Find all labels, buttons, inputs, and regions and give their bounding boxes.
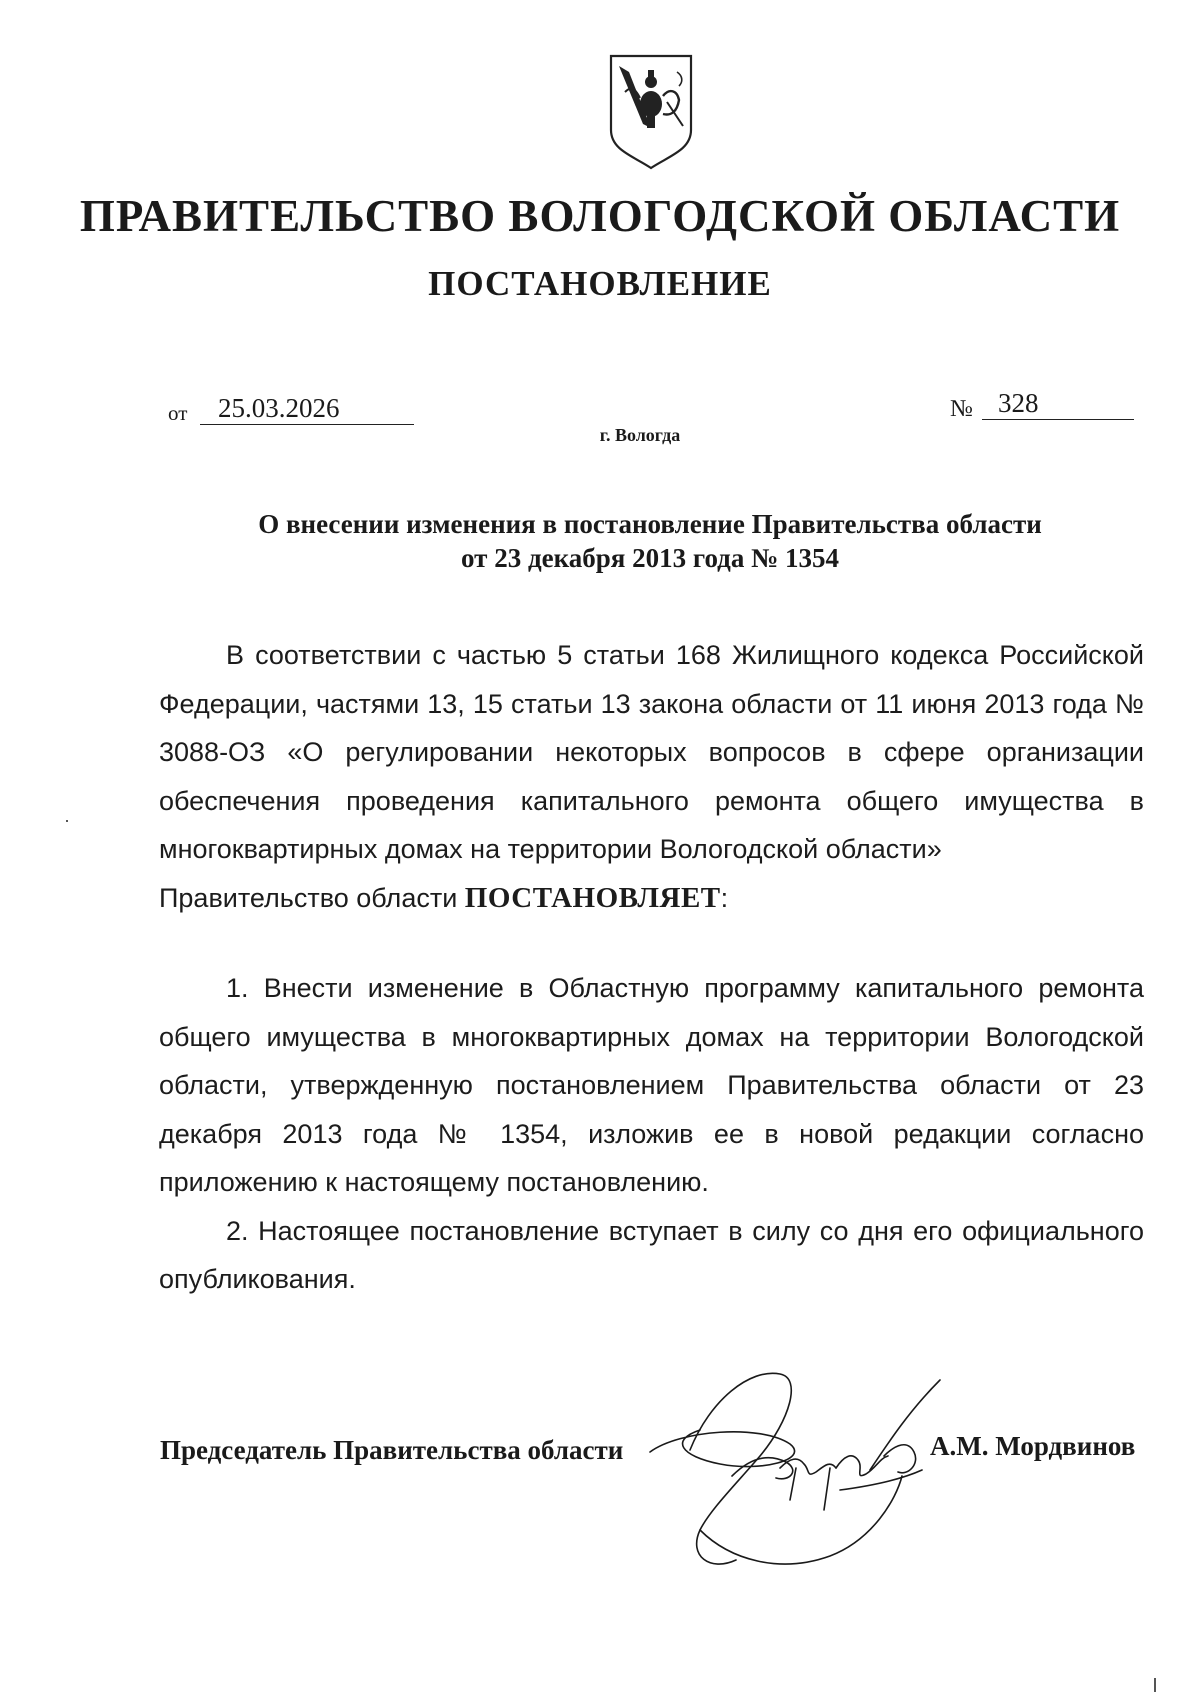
handwritten-signature — [640, 1360, 970, 1620]
document-number: 328 — [982, 387, 1134, 420]
scan-mark — [1154, 1678, 1156, 1692]
decree-intro: Правительство области — [159, 882, 465, 913]
decree-word: ПОСТАНОВЛЯЕТ — [464, 881, 721, 914]
document-type: ПОСТАНОВЛЕНИЕ — [428, 264, 772, 303]
subject-line-1: О внесении изменения в постановление Правительства области — [258, 509, 1042, 539]
city-label: г. Вологда — [599, 425, 681, 445]
decree-line — [159, 874, 1144, 923]
clause-2: 2. Настоящее постановление вступает в силу со дня его официального опубликования. — [159, 1215, 1144, 1294]
clause-1: 1. Внести изменение в Областную программу капитального ремонта общего имущества в многоквартирных домах на территории Вологодской области, утвержденную постановлением Правительства области от 23 декабря 2013 года № 1354, изложив ее в новой редакции согласно приложению к настоящему постановлению. — [159, 973, 1144, 1197]
scan-speck — [66, 820, 68, 822]
decree-suffix: : — [720, 882, 729, 913]
paragraph-gap — [159, 922, 1144, 964]
document-date: 25.03.2026 — [200, 392, 414, 425]
preamble-paragraph: В соответствии с частью 5 статьи 168 Жилищного кодекса Российской Федерации, частями 13, 15 статьи 13 закона области от 11 июня 2013 года № 3088-ОЗ «О регулировании некоторых вопросов в сфере организации обеспечения проведения капитального ремонта общего имущества в многоквартирных домах на территории Вологодской области» — [159, 640, 1144, 864]
document-subject — [150, 507, 1150, 575]
document-body — [159, 631, 1144, 1304]
authority-title: ПРАВИТЕЛЬСТВО ВОЛОГОДСКОЙ ОБЛАСТИ — [79, 191, 1121, 241]
signer-position: Председатель Правительства области — [160, 1435, 624, 1465]
signer-name: А.М. Мордвинов — [930, 1431, 1136, 1461]
subject-line-2: от 23 декабря 2013 года № 1354 — [461, 543, 839, 573]
coat-of-arms-icon — [607, 52, 695, 172]
number-prefix: № — [950, 396, 973, 422]
date-prefix: от — [168, 401, 188, 425]
